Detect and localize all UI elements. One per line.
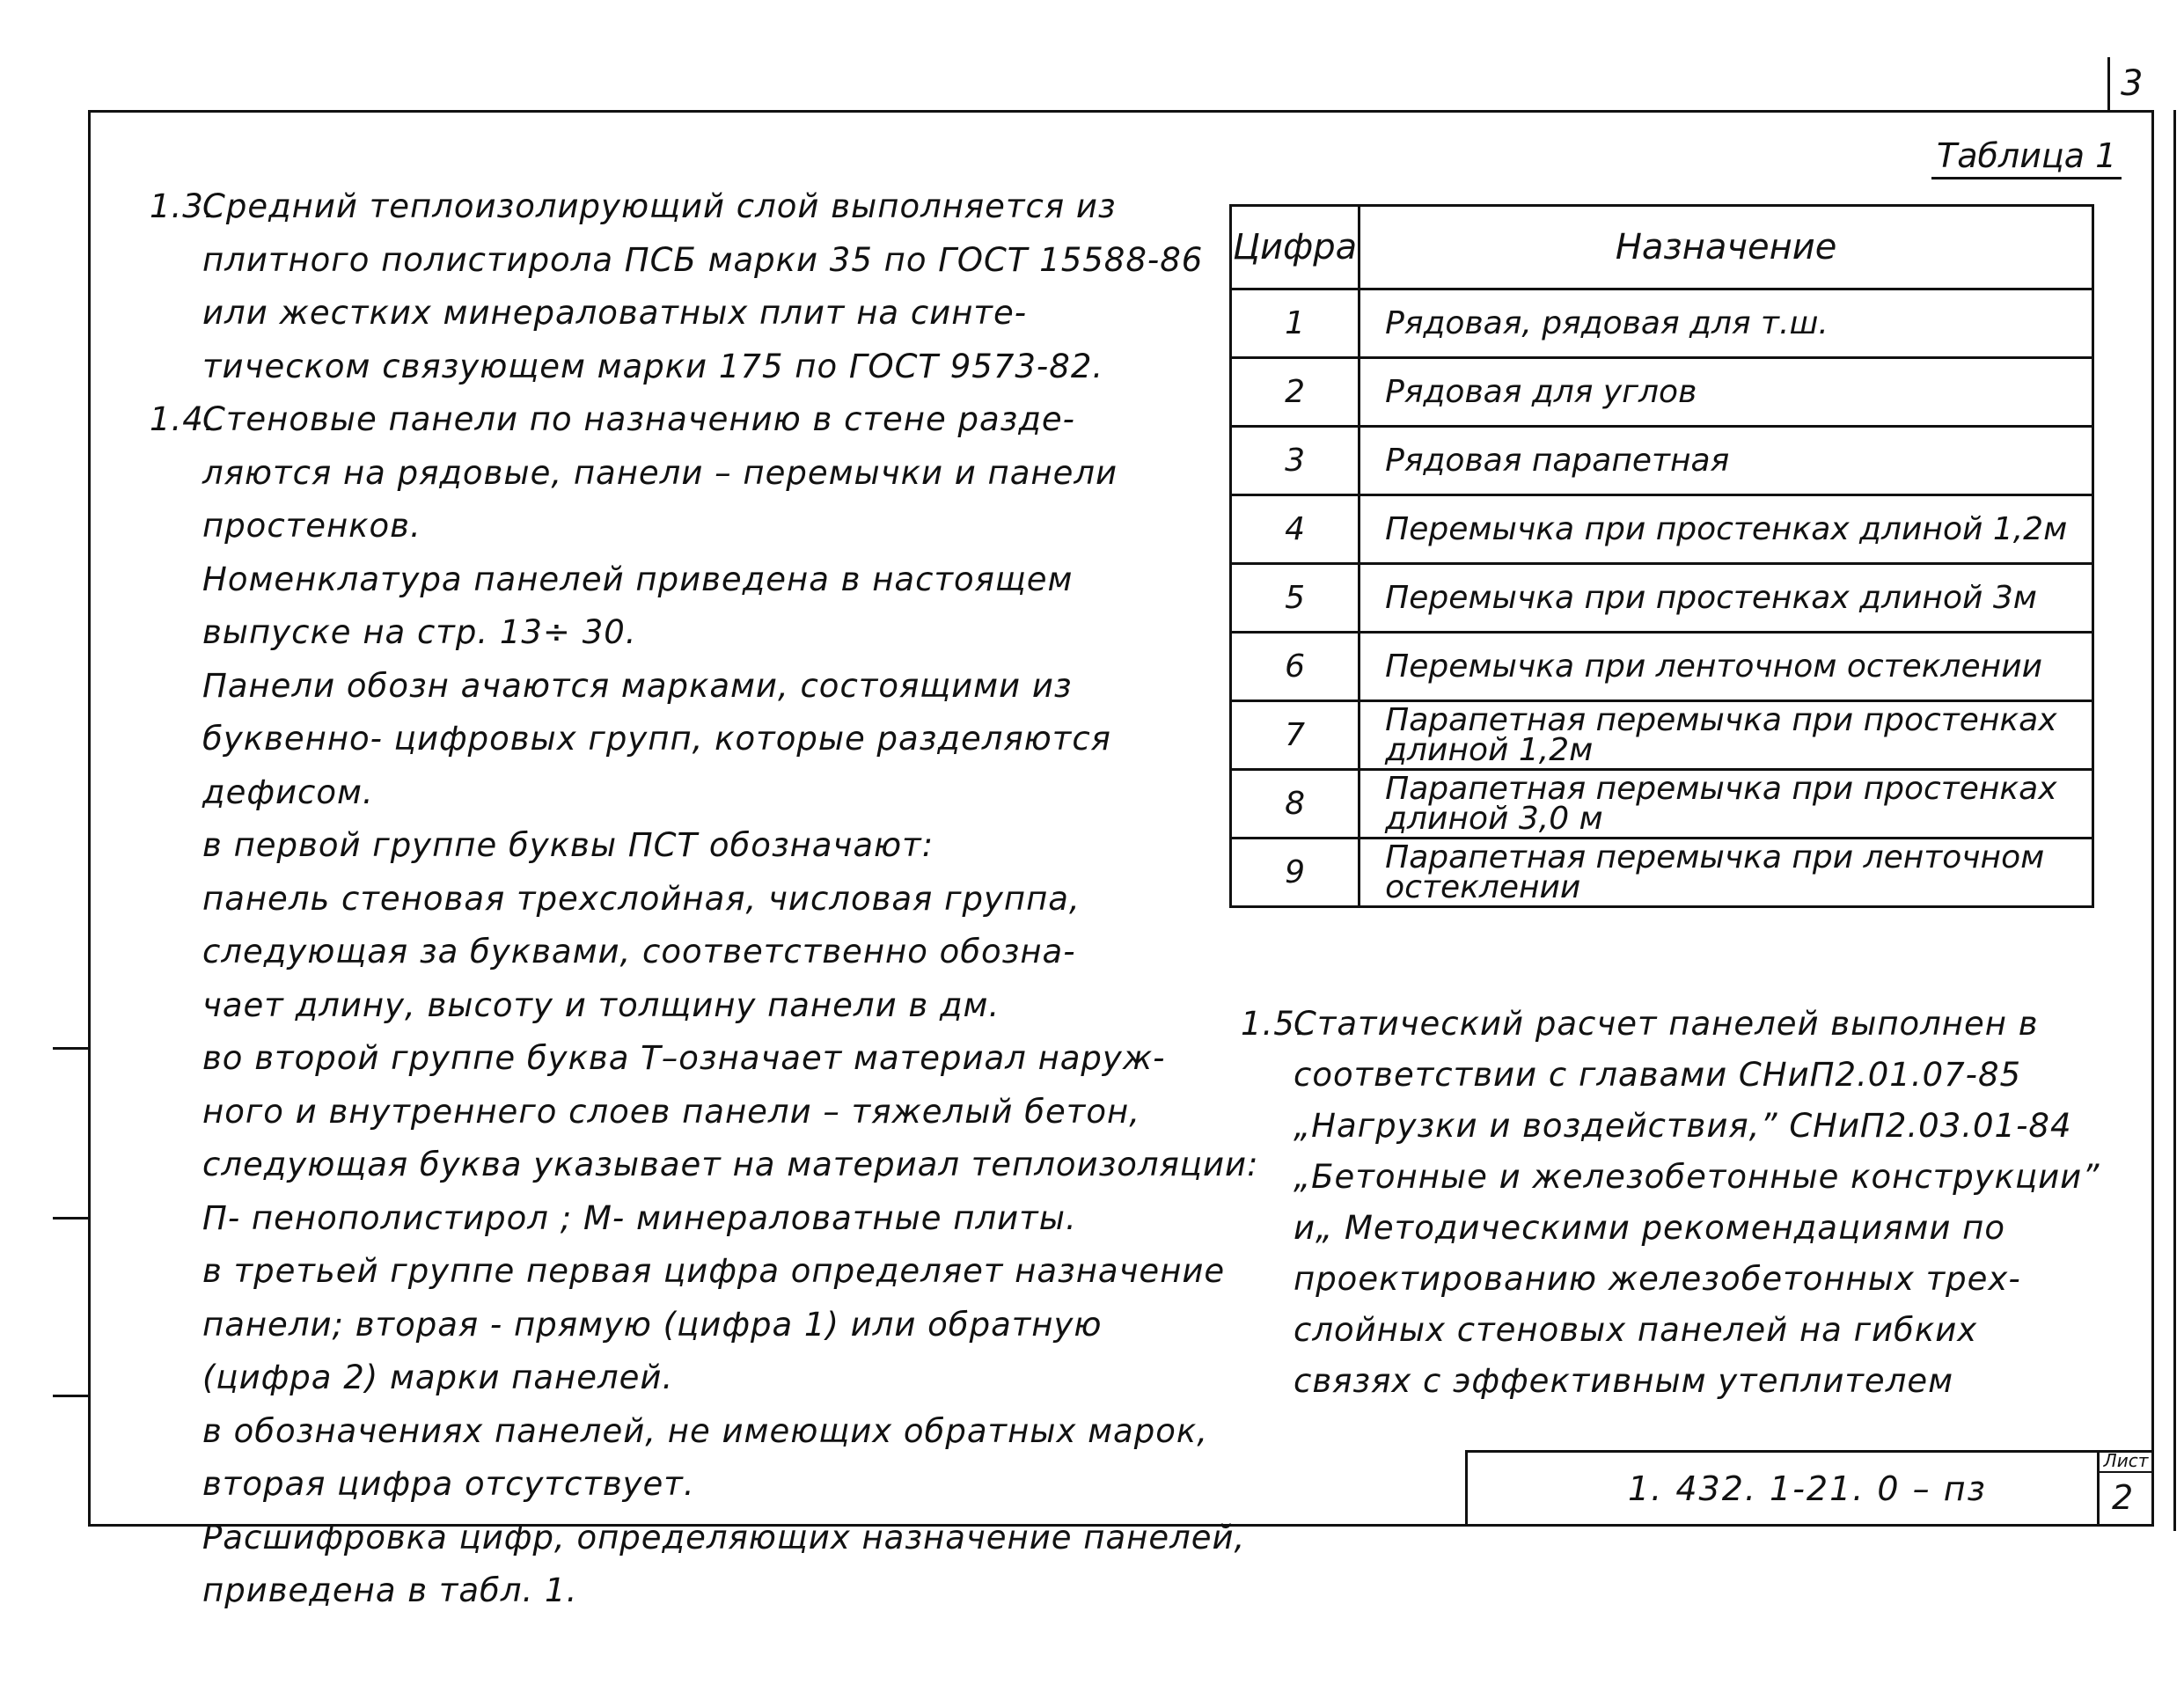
right-column-text xyxy=(1241,999,2121,1407)
table-row xyxy=(1231,495,2093,564)
text-line xyxy=(150,447,1162,501)
text-line xyxy=(150,287,1162,341)
header-digit: Цифра xyxy=(1231,206,1360,289)
line-text: в первой группе буквы ПСТ обозначают: xyxy=(202,826,934,864)
table-row xyxy=(1231,839,2093,907)
table-row xyxy=(1231,358,2093,427)
clause-number: 1.5. xyxy=(1241,1005,1307,1043)
table-row xyxy=(1231,701,2093,770)
cell-purpose: Парапетная перемычка при ленточном остеклении xyxy=(1360,839,2093,907)
header-purpose: Назначение xyxy=(1360,206,2093,289)
frame-edge-far-right xyxy=(2173,110,2176,1531)
cell-purpose: Парапетная перемычка при простенках длиной 3,0 м xyxy=(1360,770,2093,839)
text-line xyxy=(1241,999,2121,1050)
cell-purpose: Рядовая для углов xyxy=(1360,358,2093,427)
line-text: выпуске на стр. 13÷ 30. xyxy=(202,613,637,651)
text-line xyxy=(150,766,1162,820)
text-line xyxy=(150,873,1162,927)
text-line xyxy=(150,1086,1162,1139)
text-line xyxy=(150,713,1162,766)
cell-digit: 5 xyxy=(1231,564,1360,633)
text-line xyxy=(150,660,1162,714)
frame-edge-right xyxy=(2107,57,2110,112)
text-line xyxy=(150,1032,1166,1086)
text-line xyxy=(150,819,1162,873)
cell-digit: 1 xyxy=(1231,289,1360,358)
text-line xyxy=(150,606,1162,660)
line-text: Расшифровка цифр, определяющих назначение панелей, xyxy=(202,1518,1246,1556)
cell-digit: 3 xyxy=(1231,427,1360,495)
table-row xyxy=(1231,289,2093,358)
text-line xyxy=(150,1299,1162,1352)
cell-purpose: Перемычка при простенках длиной 1,2м xyxy=(1360,495,2093,564)
left-column-text xyxy=(150,180,1259,1618)
line-text: тическом связующем марки 175 по ГОСТ 9573-82. xyxy=(202,347,1104,385)
text-line xyxy=(150,1512,1246,1565)
line-text: ного и внутреннего слоев панели – тяжелый бетон, xyxy=(202,1092,1140,1131)
line-text: панели; вторая - прямую (цифра 1) или обратную xyxy=(202,1305,1103,1344)
line-text: простенков. xyxy=(202,507,421,545)
text-line xyxy=(150,553,1162,607)
document-code: 1. 432. 1-21. 0 – пз xyxy=(1628,1469,1987,1508)
table-row xyxy=(1231,564,2093,633)
text-line xyxy=(150,1245,1226,1299)
text-line xyxy=(1241,1101,2121,1152)
line-text: буквенно- цифровых групп, которые разделяются xyxy=(202,720,1111,758)
page-number: 3 xyxy=(2121,63,2144,104)
line-text: вторая цифра отсутствует. xyxy=(202,1465,695,1503)
line-text: Панели обозн ачаются марками, состоящими из xyxy=(202,666,1073,705)
table-title: Таблица 1 xyxy=(1931,136,2122,179)
text-line xyxy=(150,1564,1162,1618)
line-text: ляются на рядовые, панели – перемычки и панели xyxy=(202,453,1118,492)
line-text: П- пенополистирол ; М- минераловатные плиты. xyxy=(202,1198,1077,1237)
clause-number: 1.4. xyxy=(150,400,216,438)
line-text: Средний теплоизолирующий слой выполняется из xyxy=(202,187,1117,225)
clause-number: 1.3. xyxy=(150,187,216,225)
line-text: следующая буква указывает на материал теплоизоляции: xyxy=(202,1146,1259,1183)
line-text: плитного полистирола ПСБ марки 35 по ГОСТ 15588-86 xyxy=(202,240,1204,279)
line-text: дефисом. xyxy=(202,773,374,811)
sheet-label: Лист xyxy=(2100,1450,2152,1473)
text-line xyxy=(150,500,1162,553)
text-line xyxy=(150,234,1204,288)
text-line xyxy=(150,180,1162,234)
line-text: Стеновые панели по назначению в стене разде- xyxy=(202,400,1076,438)
line-text: и„ Методическими рекомендациями по xyxy=(1294,1209,2005,1247)
text-line xyxy=(150,393,1162,447)
cell-purpose: Перемычка при ленточном остеклении xyxy=(1360,633,2093,701)
line-text: Статический расчет панелей выполнен в xyxy=(1294,1005,2039,1043)
frame-tick-1 xyxy=(53,1047,88,1050)
cell-purpose: Парапетная перемычка при простенках длиной 1,2м xyxy=(1360,701,2093,770)
line-text: „Нагрузки и воздействия,” СНиП2.03.01-84 xyxy=(1294,1107,2072,1145)
text-line xyxy=(1241,1254,2121,1305)
table-row xyxy=(1231,770,2093,839)
cell-digit: 7 xyxy=(1231,701,1360,770)
line-text: следующая за буквами, соответственно обозна- xyxy=(202,933,1076,971)
frame-tick-3 xyxy=(53,1395,88,1397)
line-text: приведена в табл. 1. xyxy=(202,1571,578,1609)
cell-digit: 6 xyxy=(1231,633,1360,701)
cell-purpose: Рядовая, рядовая для т.ш. xyxy=(1360,289,2093,358)
text-line xyxy=(1241,1356,2121,1407)
text-line xyxy=(150,1458,1162,1512)
frame-tick-2 xyxy=(53,1217,88,1220)
text-line xyxy=(150,1139,1259,1192)
line-text: (цифра 2) марки панелей. xyxy=(202,1359,674,1396)
table-row xyxy=(1231,427,2093,495)
sheet-number: 2 xyxy=(2112,1478,2134,1517)
line-text: или жестких минераловатных плит на синте- xyxy=(202,294,1028,332)
text-line xyxy=(150,1351,1162,1405)
cell-digit: 9 xyxy=(1231,839,1360,907)
cell-purpose: Перемычка при простенках длиной 3м xyxy=(1360,564,2093,633)
line-text: во второй группе буква Т–означает материал наруж- xyxy=(202,1039,1166,1077)
line-text: Номенклатура панелей приведена в настоящем xyxy=(202,560,1074,598)
text-line xyxy=(150,926,1162,979)
line-text: соответствии с главами СНиП2.01.07-85 xyxy=(1294,1056,2022,1094)
table-row xyxy=(1231,633,2093,701)
line-text: „Бетонные и железобетонные конструкции” xyxy=(1294,1158,2100,1196)
line-text: в обозначениях панелей, не имеющих обратных марок, xyxy=(202,1411,1208,1450)
text-line xyxy=(1241,1203,2121,1254)
line-text: панель стеновая трехслойная, числовая группа, xyxy=(202,879,1081,918)
cell-digit: 4 xyxy=(1231,495,1360,564)
cell-purpose: Рядовая парапетная xyxy=(1360,427,2093,495)
text-line xyxy=(150,979,1162,1033)
text-line xyxy=(150,1192,1162,1246)
text-line xyxy=(150,341,1162,394)
text-line xyxy=(1241,1152,2121,1203)
line-text: проектированию железобетонных трех- xyxy=(1294,1260,2021,1298)
cell-digit: 8 xyxy=(1231,770,1360,839)
text-line xyxy=(1241,1050,2121,1101)
table-1 xyxy=(1229,204,2094,908)
text-line xyxy=(1241,1305,2121,1356)
line-text: чает длину, высоту и толщину панели в дм. xyxy=(202,985,1000,1024)
text-line xyxy=(150,1405,1208,1459)
line-text: в третьей группе первая цифра определяет назначение xyxy=(202,1252,1226,1290)
cell-digit: 2 xyxy=(1231,358,1360,427)
table-header-row xyxy=(1231,206,2093,289)
line-text: слойных стеновых панелей на гибких xyxy=(1294,1311,1978,1349)
line-text: связях с эффективным утеплителем xyxy=(1294,1362,1954,1400)
